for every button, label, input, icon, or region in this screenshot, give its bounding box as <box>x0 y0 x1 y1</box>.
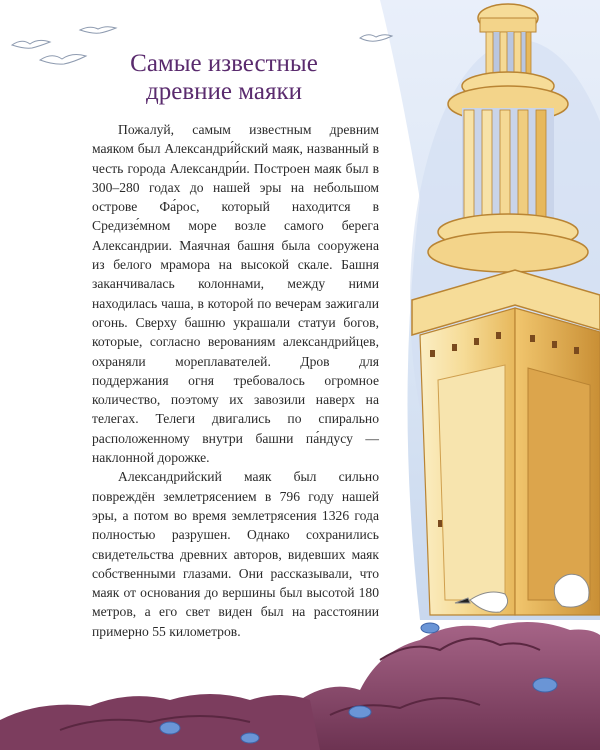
lighthouse-tower <box>412 270 600 615</box>
paragraph-2: Александрийский маяк был сильно повреждён землетрясением в 796 году нашей эры, а потом во время землетрясения 1326 года полностью разрушен. Однако сохранились свидетельства древних авторов, видевших маяк собственными глазами. Они рассказывали, что маяк от основания до вершины был высотой 180 метров, а его свет виден был на расстоянии примерно 55 километров. <box>92 469 379 639</box>
page-title <box>100 50 348 106</box>
paragraph-1: Пожалуй, самым известным древним маяком был Александри́йский маяк, названный в честь города Александри́и. Построен маяк был в 300–280 годах до нашей эры на небольшом острове Фа́рос, который находится в Средизе́мном море возле самого берега Александрии. Маячная башня была сооружена из белого мрамора на высокой скале. Башня заканчивалась колоннами, между ними находилась чаша, в которой по вечерам зажигали огонь. Сверху башню украшали статуи богов, которые, согласно верованиям александрийцев, охраняли мореплавателей. Дров для поддержания огня требовалось огромное количество, поэтому их завозили наверх на телегах. Телеги двигались по спирально расположенному внутри башни па́ндусу — наклонной дорожке. <box>92 122 379 466</box>
rocky-shore <box>0 622 600 750</box>
title-line-2: древние маяки <box>146 78 302 105</box>
article-text <box>92 120 379 641</box>
title-line-1: Самые известные <box>130 50 318 77</box>
